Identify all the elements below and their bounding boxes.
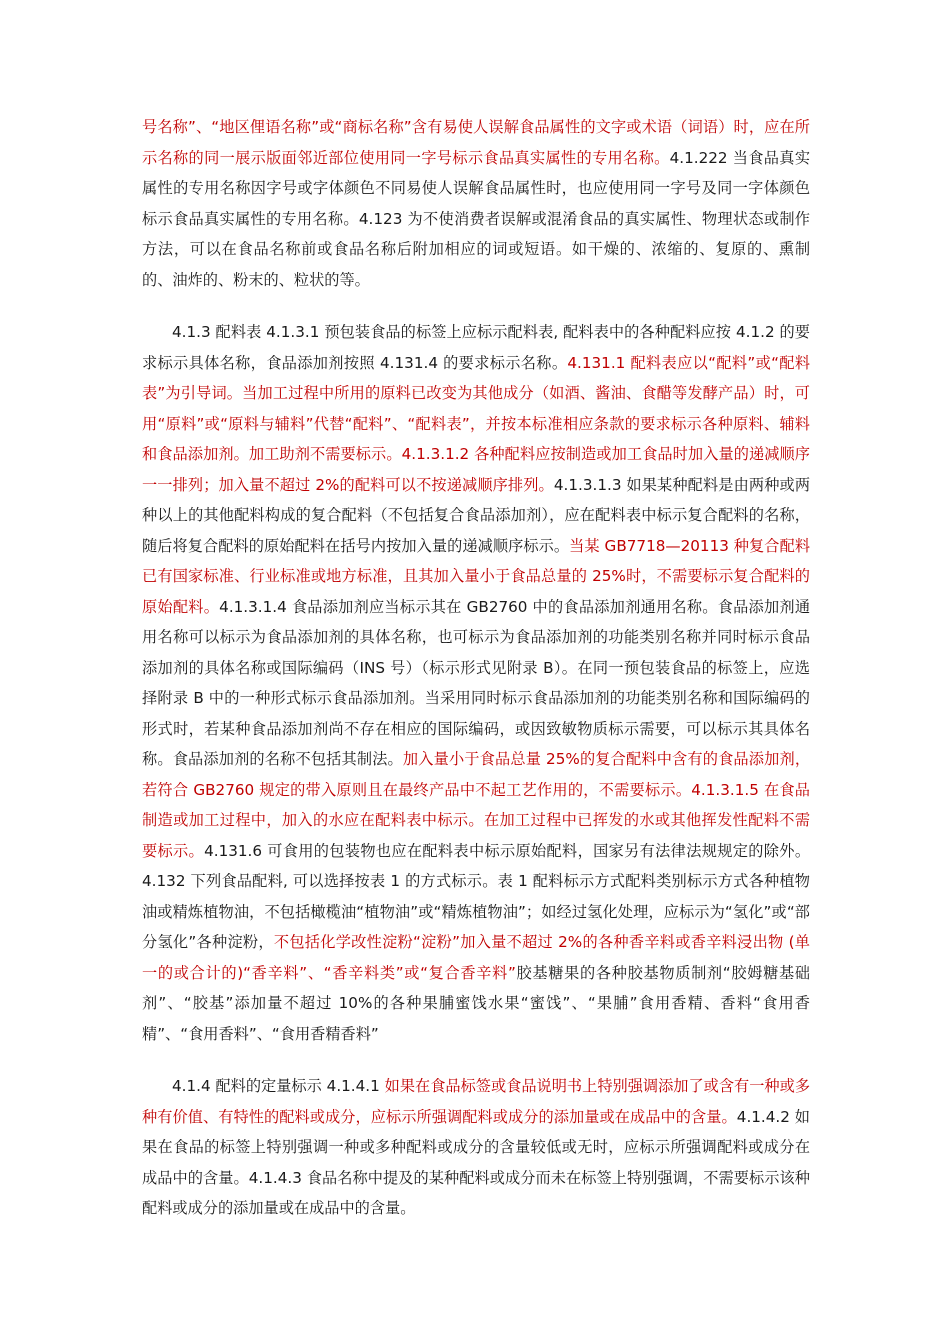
text-run: 4.131.6 可食用的包装物也应在配料表中标示原始配料，国家另有法律法规规定的除外。4.132 下列食品配料, 可以选择按表 1 的方式标示。表 1 配料标示方式配料类别标示方式各种植物油或精炼植物油，不包括橄榄油“植物油”或“精炼植物油”；如经过氢化处理，应标示为“氢化”或“部分氢化”各种淀粉， [142,841,811,951]
paragraph-ingredients-list [142,317,810,1049]
paragraph-food-name-clause [142,112,810,295]
text-run: 4.1.3 配料表 4.1.3.1 预包装食品的标签上应标示配料表, 配料表中的各种配料应按 4.1.2 的要求标示具体名称，食品添加剂按照 4.131.4 的要求标示名称。 [142,323,810,372]
text-run: 当某 GB7718—20113 种复合配料已有国家标准、行业标准或地方标准，且其加入量小于食品总量的 25%时，不需要标示复合配料的原始配料。 [142,536,811,616]
text-run: 4.1.4.2 如果在食品的标签上特别强调一种或多种配料或成分的含量较低或无时，应标示所强调配料或成分在成品中的含量。4.1.4.3 食品名称中提及的某种配料或成分而未在标签上特别强调，不需要标示该种配料或成分的添加量或在成品中的含量。 [142,1107,810,1217]
document-page [142,112,810,1246]
text-run: 4.1.3.1.4 食品添加剂应当标示其在 GB2760 中的食品添加剂通用名称。食品添加剂通用名称可以标示为食品添加剂的具体名称，也可标示为食品添加剂的功能类别名称并同时标示食品添加剂的具体名称或国际编码（INS 号）（标示形式见附录 B）。在同一预包装食品的标签上，应选择附录 B 中的一种形式标示食品添加剂。当采用同时标示食品添加剂的功能类别名称和国际编码的形式时，若某种食品添加剂尚不存在相应的国际编码，或因致敏物质标示需要，可以标示其具体名称。食品添加剂的名称不包括其制法。 [142,597,811,768]
text-run: 4.131.1 配料表应以“配料”或“配料表”为引导词。当加工过程中所用的原料已改变为其他成分（如酒、酱油、食醋等发酵产品）时，可用“原料”或“原料与辅料”代替“配料”、“配料表”，并按本标准相应条款的要求标示各种原料、辅料和食品添加剂。加工助剂不需要标示。4.1.3.1.2 各种配料应按制造或加工食品时加入量的递减顺序一一排列；加入量不超过 2%的配料可以不按递减顺序排列。 [142,353,811,494]
text-run: 4.1.4 配料的定量标示 4.1.4.1 [172,1077,385,1095]
text-run: 不包括化学改性淀粉“淀粉”加入量不超过 2%的各种香辛料或香辛料浸出物 (单一的或合计的)“香辛料”、“香辛料类”或“复合香辛料” [142,933,810,982]
text-run: 加入量小于食品总量 25%的复合配料中含有的食品添加剂，若符合 GB2760 规定的带入原则且在最终产品中不起工艺作用的，不需要标示。4.1.3.1.5 在食品制造或加工过程中，加入的水应在配料表中标示。在加工过程中已挥发的水或其他挥发性配料不需要标示。 [142,750,811,860]
text-run: 号名称”、“地区俚语名称”或“商标名称”含有易使人误解食品属性的文字或术语（词语）时，应在所示名称的同一展示版面邻近部位使用同一字号标示食品真实属性的专用名称。 [142,118,810,167]
text-run: 4.1.3.1.3 如果某种配料是由两种或两种以上的其他配料构成的复合配料（不包括复合食品添加剂），应在配料表中标示复合配料的名称，随后将复合配料的原始配料在括号内按加入量的递减顺序标示。 [142,475,811,555]
text-run: 如果在食品标签或食品说明书上特别强调添加了或含有一种或多种有价值、有特性的配料或成分，应标示所强调配料或成分的添加量或在成品中的含量。 [142,1077,811,1126]
text-run: 胶基糖果的各种胶基物质制剂“胶姆糖基础剂”、“胶基”添加量不超过 10%的各种果脯蜜饯水果“蜜饯”、“果脯”食用香精、香料“食用香精”、“食用香料”、“食用香精香料” [142,963,810,1043]
text-run: 4.1.222 当食品真实属性的专用名称因字号或字体颜色不同易使人误解食品属性时，也应使用同一字号及同一字体颜色标示食品真实属性的专用名称。4.123 为不使消费者误解或混淆食品的真实属性、物理状态或制作方法，可以在食品名称前或食品名称后附加相应的词或短语。如干燥的、浓缩的、复原的、熏制的、油炸的、粉末的、粒状的等。 [142,148,811,289]
paragraph-quantitative-labeling [142,1071,810,1224]
